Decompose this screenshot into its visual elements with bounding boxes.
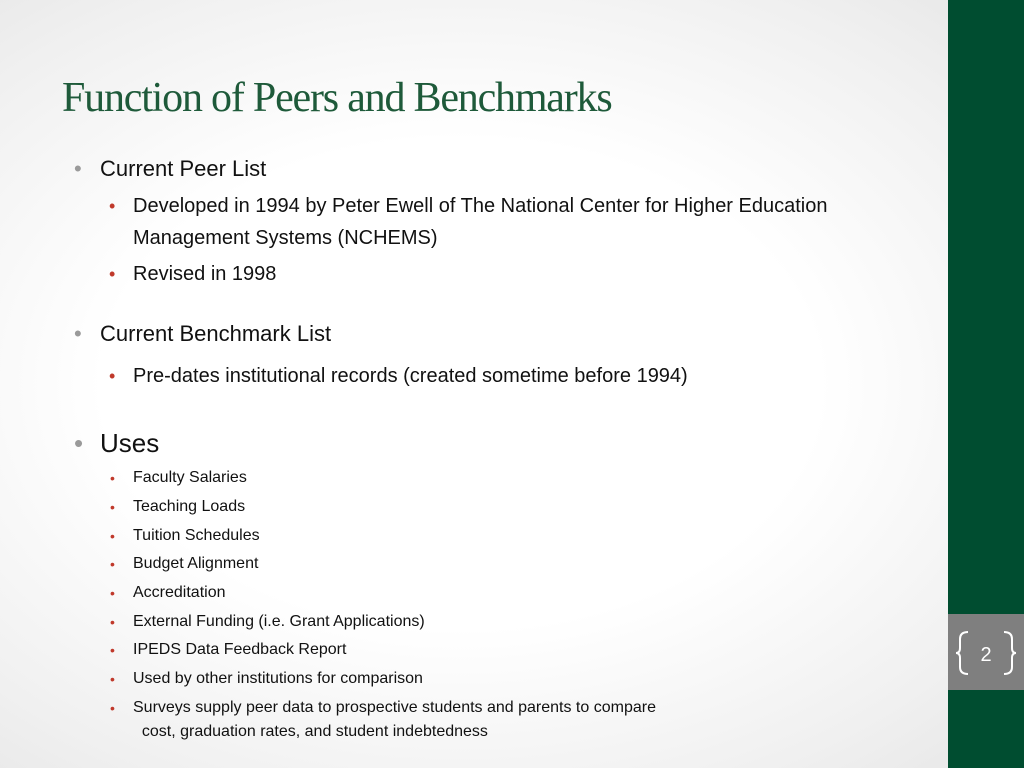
list-item: • Developed in 1994 by Peter Ewell of The National Center for Higher Education Management Systems (NCHEMS) (133, 190, 873, 254)
section-heading-uses: • Uses (100, 425, 159, 461)
list-item: • IPEDS Data Feedback Report (133, 638, 346, 662)
list-item: • Budget Alignment (133, 552, 258, 576)
section-heading-peer-list: • Current Peer List (100, 153, 266, 185)
list-item: • Surveys supply peer data to prospective students and parents to compare cost, graduation rates, and student indebtedness (133, 696, 656, 744)
list-item: • Tuition Schedules (133, 524, 260, 548)
list-item: • Teaching Loads (133, 495, 245, 519)
section-heading-benchmark-list: • Current Benchmark List (100, 318, 331, 350)
list-item: • Accreditation (133, 581, 226, 605)
list-item: • Pre-dates institutional records (created sometime before 1994) (133, 360, 688, 392)
list-item: • Used by other institutions for comparison (133, 667, 423, 691)
list-item: • Faculty Salaries (133, 466, 247, 490)
page-number: 2 (980, 644, 992, 666)
list-item: • Revised in 1998 (133, 258, 276, 290)
list-item: • External Funding (i.e. Grant Applications) (133, 610, 425, 634)
slide-title: Function of Peers and Benchmarks (62, 75, 612, 121)
